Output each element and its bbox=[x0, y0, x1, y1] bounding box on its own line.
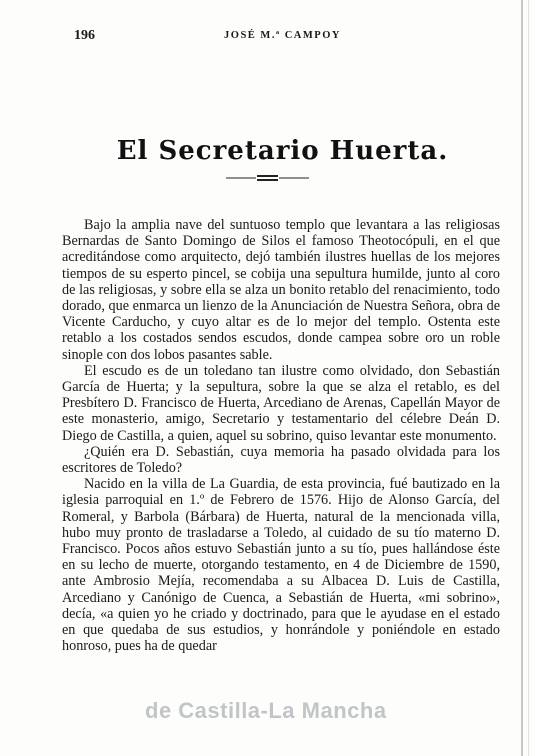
page-edge bbox=[521, 0, 523, 756]
paragraph-2: El escudo es de un toledano tan ilustre como olvidado, don Sebastián García de Huerta; y la sepultura, sobre la que se alza el retablo, es del Presbítero D. Francisco de Huerta, Arcediano de Arenas, Capellán Mayor de este monasterio, amigo, Secretario y testamentario del célebre Deán D. Diego de Castilla, a quien, aquel su sobrino, quiso levantar este monumento. bbox=[62, 362, 500, 444]
paragraph-4: Nacido en la villa de La Guardia, de esta provincia, fué bautizado en la iglesia parroquial en 1.º de Febrero de 1576. Hijo de Alonso García, del Romeral, y Barbola (Bárbara) de Huerta, natural de la mencionada villa, hubo muy pronto de trasladarse a Toledo, al cuidado de su tío materno D. Francisco. Pocos años estuvo Sebastián junto a su tío, pues hallándose éste en su lecho de muerte, otorgando testamento, en 4 de Diciembre de 1590, ante Ambrosio Mejía, recomendaba a su Albacea D. Luis de Castilla, Arcediano y Canónigo de Cuenca, a Sebastián de Huerta, «mi sobrino», decía, «a quien yo he criado y doctrinado, para que le ayudase en el estado en que quedaba de sus estudios, y honrándole y poniéndole en estado honroso, pues ha de quedar bbox=[62, 476, 500, 655]
page-header bbox=[70, 28, 495, 46]
running-head: JOSÉ M.ª CAMPOY bbox=[224, 30, 341, 41]
page-edge-shadow bbox=[528, 0, 529, 756]
title-ornament bbox=[0, 172, 535, 184]
page-number: 196 bbox=[74, 28, 95, 43]
paragraph-1: Bajo la amplia nave del suntuoso templo que levantara a las religiosas Bernardas de Santo Domingo de Silos el famoso Theotocópuli, en el que acreditándose como arquitecto, dejó también ilustres huellas de los mejores tiempos de su esperto pincel, se cobija una sepultura humilde, junto al coro de las religiosas, y sobre ella se alza un bonito retablo del renacimiento, todo dorado, que enmarca un lienzo de la Anunciación de Nuestra Señora, obra de Vicente Carducho, y cuyo altar es de lo mejor del templo. Ostenta este retablo a los costados sendos escudos, donde campea sobre oro un roble sinople con dos lobos pasantes sable. bbox=[62, 217, 500, 363]
body-text bbox=[62, 217, 500, 654]
paragraph-3: ¿Quién era D. Sebastián, cuya memoria ha pasado olvidada para los escritores de Toledo? bbox=[62, 443, 500, 477]
chapter-title: El Secretario Huerta. bbox=[116, 136, 449, 166]
watermark: de Castilla-La Mancha bbox=[145, 698, 387, 723]
